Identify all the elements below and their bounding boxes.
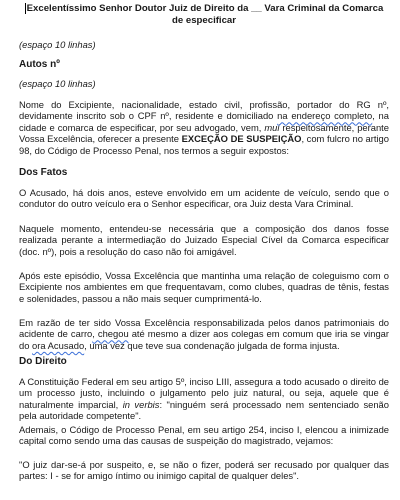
fatos-p4-text-1: Em razão de ter sido Vossa Excelência responsabilizada pelos danos patrimoniais do acidente de carro xyxy=(19,317,389,340)
spacing-note-2: (espaço 10 linhas) xyxy=(19,78,96,89)
spacing-note-1: (espaço 10 linhas) xyxy=(19,39,96,50)
intro-text-2: , na cidade e comarca de especificar, por seu advogado, vem, xyxy=(19,110,389,133)
intro-text-1: Nome do Excipiente, nacionalidade, estado civil, profissão, portador do RG nº, devidamente inscrito sob o CPF nº, residente e domiciliado xyxy=(19,99,389,122)
intro-text-3: respeitosamente, perante Vossa Excelência, oferecer a presente xyxy=(19,121,390,145)
direito-p1-italic: in verbis xyxy=(122,398,160,410)
title-blank: __ xyxy=(251,3,262,14)
text-cursor xyxy=(25,3,26,14)
direito-paragraph-1 xyxy=(19,376,389,422)
intro-italic-mui: mui xyxy=(264,121,280,133)
fatos-heading: Dos Fatos xyxy=(19,167,68,178)
direito-paragraph-2: Ademais, o Código de Processo Penal, em seu artigo 254, inciso I, elencou a inimizade capital como sendo uma das causas de suspeição do magistrado, vejamos: xyxy=(19,424,389,447)
intro-text-4: , com fulcro no artigo 98, do Código de Processo Penal, nos termos a seguir expostos: xyxy=(19,133,389,156)
spellcheck-mark-acusado: ora Acusado xyxy=(32,339,85,351)
document-title xyxy=(14,3,394,26)
fatos-p4-text-2: até mesmo a dizer aos colegas em comum que iria se vingar do xyxy=(19,328,389,351)
title-line1-end: Vara Criminal da Comarca xyxy=(261,3,384,14)
intro-bold-title: EXCEÇÃO DE SUSPEIÇÃO xyxy=(181,133,302,145)
fatos-paragraph-2: Naquele momento, entendeu-se necessária que a composição dos danos fosse realizada perante a intermediação do Juizado Especial Cível da Comarca especificar (doc. nº), pois a resolução do caso não foi amigável. xyxy=(19,223,389,257)
intro-paragraph xyxy=(19,99,389,156)
title-line1-start: Excelentíssimo Senhor Doutor Juiz de Direito da xyxy=(26,3,252,14)
spellcheck-mark-chegou: , chegou xyxy=(92,328,129,340)
direito-p1-text-1: A Constituição Federal em seu artigo 5º, inciso LIII, assegura a todo acusado o direito de um processo justo, incluindo o julgamento pelo juiz natural, ou seja, aquele que é naturalmente imparcial, xyxy=(19,376,389,410)
fatos-p4-text-3: , uma vez que teve sua condenação julgada de forma injusta. xyxy=(84,339,340,351)
fatos-paragraph-4 xyxy=(19,317,389,351)
spellcheck-mark-address: na endereço completo xyxy=(277,110,373,122)
autos-heading: Autos nº xyxy=(19,59,60,70)
direito-quote: "O juiz dar-se-á por suspeito, e, se não o fizer, poderá ser recusado por qualquer das partes: I - se for amigo íntimo ou inimigo capital de qualquer deles". xyxy=(19,459,389,482)
direito-heading: Do Direito xyxy=(19,356,67,367)
fatos-paragraph-1: O Acusado, há dois anos, esteve envolvido em um acidente de veículo, sendo que o condutor do outro veículo era o Senhor especificar, ora Juiz desta Vara Criminal. xyxy=(19,187,389,210)
title-line2: de especificar xyxy=(172,14,236,26)
fatos-paragraph-3: Após este episódio, Vossa Excelência que mantinha uma relação de coleguismo com o Excipiente nos ambientes em que frequentavam, como clubes, quadras de tênis, festas e solenidades, passou a não mais sequer cumprimentá-lo. xyxy=(19,270,389,304)
direito-p1-text-2: : "ninguém será processado nem sentenciado senão pela autoridade competente". xyxy=(19,398,389,422)
